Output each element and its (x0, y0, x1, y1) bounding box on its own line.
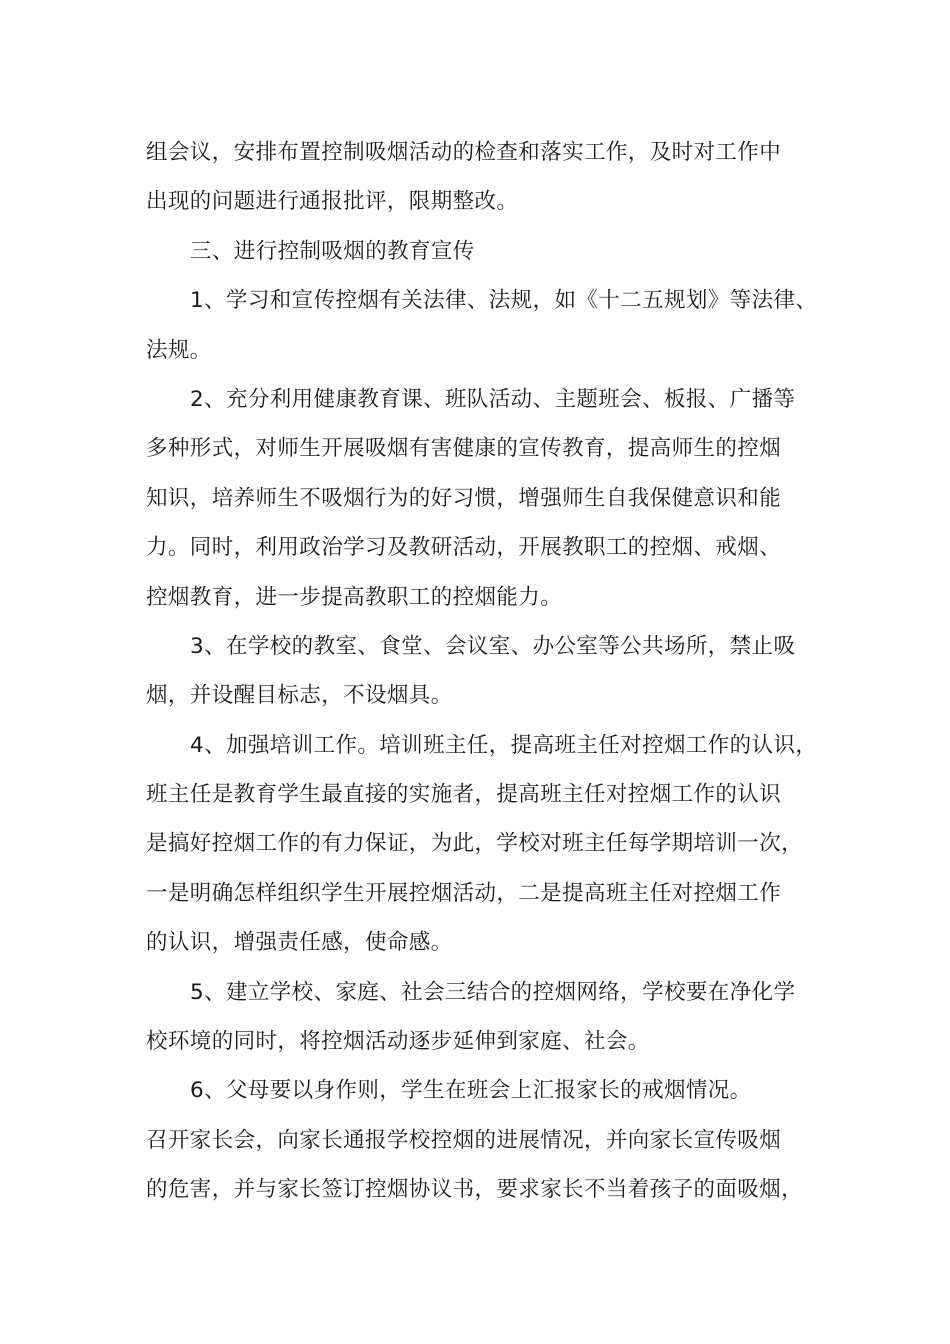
text-line: 5、建立学校、家庭、社会三结合的控烟网络，学校要在净化学 (190, 979, 796, 1005)
text-line: 控烟教育，进一步提高教职工的控烟能力。 (146, 584, 563, 610)
text-line: 组会议，安排布置控制吸烟活动的检查和落实工作，及时对工作中 (146, 140, 782, 165)
text-line: 1、学习和宣传控烟有关法律、法规，如《十二五规划》等法律、 (190, 288, 818, 314)
text-line: 多种形式，对师生开展吸烟有害健康的宣传教育，提高师生的控烟 (146, 436, 782, 462)
text-line: 出现的问题进行通报批评，限期整改。 (146, 189, 519, 215)
text-line: 的危害，并与家长签订控烟协议书，要求家长不当着孩子的面吸烟， (146, 1177, 804, 1203)
text-line: 召开家长会，向家长通报学校控烟的进展情况，并向家长宣传吸烟 (146, 1127, 782, 1153)
text-line: 4、加强培训工作。培训班主任，提高班主任对控烟工作的认识， (190, 732, 818, 758)
text-line: 法规。 (146, 337, 212, 363)
document-body (146, 128, 826, 1215)
section-heading: 三、进行控制吸烟的教育宣传 (190, 238, 475, 264)
text-line: 2、充分利用健康教育课、班队活动、主题班会、板报、广播等 (190, 386, 796, 412)
text-line: 知识，培养师生不吸烟行为的好习惯，增强师生自我保健意识和能 (146, 485, 782, 511)
text-line: 的认识，增强责任感，使命感。 (146, 930, 453, 956)
text-line: 班主任是教育学生最直接的实施者，提高班主任对控烟工作的认识 (146, 782, 782, 808)
text-line: 校环境的同时，将控烟活动逐步延伸到家庭、社会。 (146, 1029, 650, 1055)
text-line: 一是明确怎样组织学生开展控烟活动，二是提高班主任对控烟工作 (146, 880, 782, 906)
text-line: 力。同时，利用政治学习及教研活动，开展教职工的控烟、戒烟、 (146, 535, 782, 561)
text-line: 烟，并设醒目标志，不设烟具。 (146, 683, 453, 709)
text-line: 6、父母要以身作则，学生在班会上汇报家长的戒烟情况。 (190, 1078, 752, 1104)
text-line: 是搞好控烟工作的有力保证，为此，学校对班主任每学期培训一次， (146, 831, 804, 857)
text-line: 3、在学校的教室、食堂、会议室、办公室等公共场所，禁止吸 (190, 633, 796, 659)
